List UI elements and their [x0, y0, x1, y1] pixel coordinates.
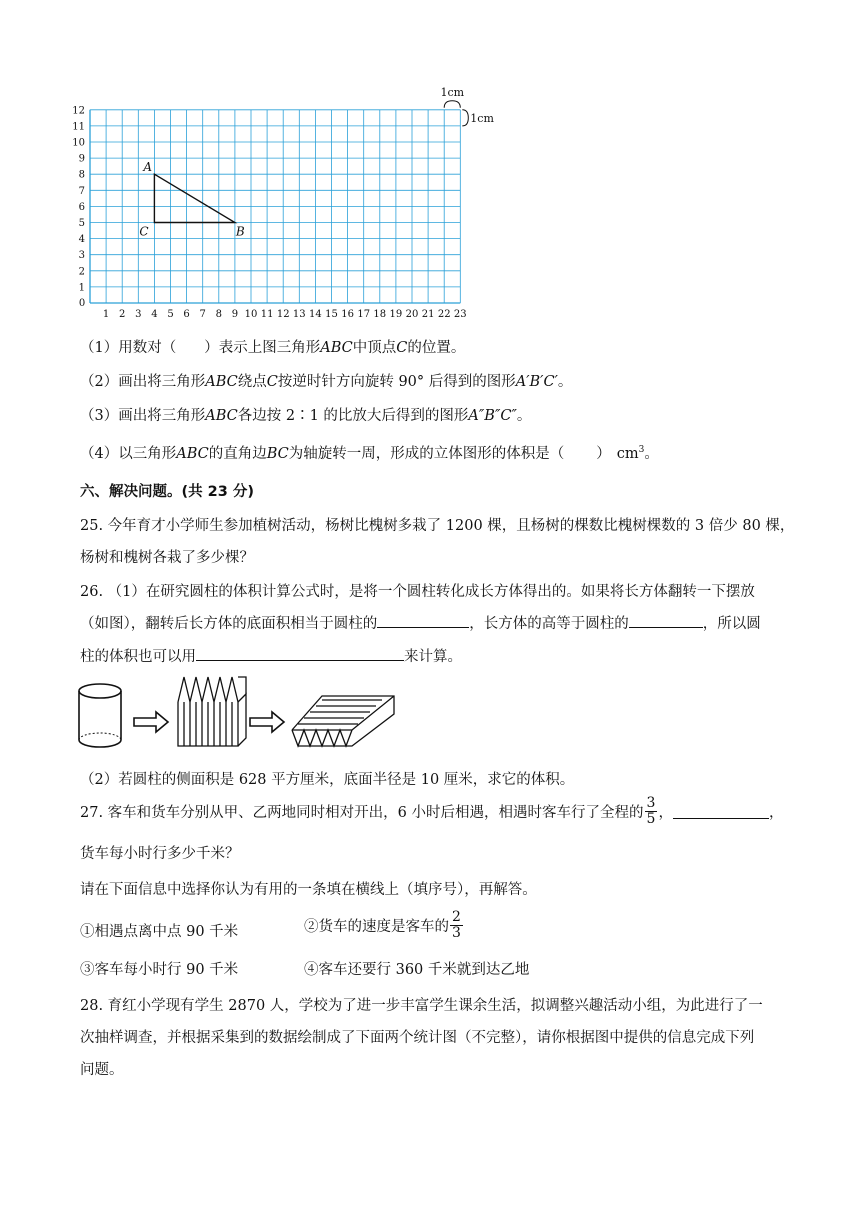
- q27-fraction: [645, 796, 658, 826]
- q24-part2-text-b: 绕点: [237, 374, 267, 390]
- q27-option-2-numerator: 2: [452, 909, 461, 925]
- y-tick-label: 6: [78, 201, 85, 213]
- q27-option-1: ①相遇点离中点 90 千米: [80, 924, 239, 940]
- x-tick-label: 23: [453, 309, 467, 320]
- x-tick-label: 17: [357, 309, 371, 320]
- q24-part2-triangle: ABC: [205, 374, 238, 390]
- q26-line3-text-b: 来计算。: [404, 649, 462, 665]
- q27-option-2-denominator: 3: [452, 924, 461, 941]
- y-tick-label: 1: [78, 282, 85, 294]
- q24-part4-text-d: ）: [596, 446, 611, 462]
- x-tick-label: 7: [199, 309, 206, 320]
- q24-part1-point: C: [396, 340, 408, 356]
- q24-part3-text-b: 各边按 2∶1 的比放大后得到的图形: [237, 408, 469, 424]
- triangle-abc: [154, 174, 235, 222]
- y-tick-label: 9: [78, 153, 85, 165]
- q24-part4-text-b: 的直角边: [208, 446, 267, 462]
- q27-line2: 货车每小时行多少千米？: [80, 846, 240, 862]
- q27-option-2-fraction: [450, 910, 463, 940]
- q24-part3-text-a: （3）画出将三角形: [80, 408, 206, 424]
- x-tick-label: 10: [244, 309, 258, 320]
- x-tick-label: 11: [260, 309, 274, 320]
- scale-label-side: 1cm: [470, 111, 494, 125]
- q24-part3-text-c: 。: [516, 408, 532, 424]
- x-tick-label: 13: [292, 309, 306, 320]
- scale-brace-side: [462, 110, 468, 126]
- q24-part1-text-b: ）表示上图三角形: [204, 340, 321, 356]
- q27-option-2-text: ②货车的速度是客车的: [304, 918, 449, 935]
- upright-cuboid-icon: [178, 677, 246, 746]
- q27-blank[interactable]: [673, 804, 769, 819]
- q24-part2-image: A′B′C′: [515, 374, 558, 390]
- arrow-right-icon: [134, 712, 168, 732]
- x-tick-label: 19: [389, 309, 403, 320]
- q24-part1-text-d: 的位置。: [407, 340, 466, 356]
- q25-line1: 25. 今年育才小学师生参加植树活动，杨树比槐树多栽了 1200 棵，且杨树的棵数比槐树棵数的 3 倍少 80 棵，: [80, 518, 795, 534]
- x-tick-label: 20: [405, 309, 419, 320]
- q26-line2-text-b: ，长方体的高等于圆柱的: [469, 616, 629, 632]
- x-tick-label: 21: [421, 309, 435, 320]
- q26-line2-text-c: ，所以圆: [702, 616, 761, 632]
- y-tick-label: 4: [78, 234, 85, 246]
- point-c-label: C: [139, 224, 149, 239]
- q24-part4-edge: BC: [266, 446, 289, 462]
- q28-line3: 问题。: [80, 1062, 124, 1078]
- y-tick-label: 3: [78, 250, 85, 262]
- y-tick-label: 12: [72, 105, 85, 117]
- q27-line1-text-c: ，: [768, 804, 784, 821]
- q26-blank-1[interactable]: [377, 613, 469, 628]
- scale-brace-top: [444, 101, 460, 108]
- coordinate-grid-figure: [60, 84, 510, 324]
- point-b-label: B: [235, 224, 245, 239]
- x-tick-label: 5: [167, 309, 174, 320]
- section-title: 六、解决问题。(共 23 分): [80, 484, 255, 500]
- q24-part4-text-c: 为轴旋转一周，形成的立体图形的体积是（: [288, 446, 565, 462]
- q24-part2-text-d: 。: [557, 374, 573, 390]
- y-tick-label: 5: [78, 218, 85, 229]
- q27-option-4: ④客车还要行 360 千米就到达乙地: [304, 962, 530, 978]
- x-tick-label: 18: [373, 309, 387, 320]
- q24-part2-text-c: 按逆时针方向旋转 90° 后得到的图形: [277, 374, 516, 390]
- flipped-cuboid-icon: [292, 696, 394, 746]
- y-tick-label: 8: [78, 169, 85, 181]
- x-tick-label: 4: [151, 309, 158, 320]
- q24-part3: [80, 404, 531, 425]
- q24-part4-text-e: 。: [644, 446, 659, 462]
- q24-part4-triangle: ABC: [176, 446, 209, 462]
- q26-blank-3[interactable]: [196, 646, 404, 661]
- q26-line2: [80, 612, 761, 633]
- q27-fraction-numerator: 3: [646, 795, 656, 811]
- q24-part1-triangle: ABC: [320, 340, 353, 356]
- q24-part2: [80, 370, 572, 391]
- point-a-label: A: [143, 160, 153, 175]
- x-tick-label: 12: [276, 309, 290, 320]
- q26-blank-2[interactable]: [629, 613, 703, 628]
- x-tick-label: 0: [78, 298, 86, 309]
- x-tick-label: 16: [341, 309, 354, 320]
- q26-line2-text-a: （如图），翻转后长方体的底面积相当于圆柱的: [80, 616, 378, 632]
- q28-line2: 次抽样调查，并根据采集到的数据绘制成了下面两个统计图（不完整），请你根据图中提供的信息完成下列: [80, 1030, 755, 1046]
- q24-part2-text-a: （2）画出将三角形: [80, 374, 206, 390]
- q26-line3: [80, 645, 462, 666]
- x-tick-label: 3: [135, 309, 142, 320]
- q24-part4-exp: 3: [638, 445, 645, 456]
- arrow-right-icon-2: [250, 712, 284, 732]
- x-tick-label: 14: [309, 309, 322, 320]
- q24-part1: [80, 336, 465, 357]
- q24-part3-image: A″B″C″: [468, 408, 517, 424]
- scale-label-top: 1cm: [440, 85, 465, 99]
- q27-fraction-denominator: 5: [646, 810, 656, 827]
- q24-part4-text-a: （4）以三角形: [80, 446, 177, 462]
- q27-instruction: 请在下面信息中选择你认为有用的一条填在横线上（填序号），再解答。: [80, 882, 537, 898]
- y-tick-label: 7: [78, 185, 85, 197]
- cylinder-icon: [79, 684, 121, 747]
- y-tick-label: 10: [72, 137, 85, 149]
- y-tick-label: 11: [72, 121, 85, 133]
- q24-part1-text-c: 中顶点: [352, 340, 397, 356]
- x-tick-label: 8: [215, 309, 222, 320]
- q24-part1-text-a: （1）用数对（: [80, 340, 177, 356]
- q27-line1-text-b: ，: [658, 804, 673, 821]
- q26-part2: （2）若圆柱的侧面积是 628 平方厘米，底面半径是 10 厘米，求它的体积。: [80, 772, 575, 788]
- q28-line1: 28. 育红小学现有学生 2870 人，学校为了进一步丰富学生课余生活，拟调整兴趣活动小组，为此进行了一: [80, 998, 763, 1014]
- q27-option-3: ③客车每小时行 90 千米: [80, 962, 239, 978]
- q27-option-2: [304, 910, 464, 940]
- q26-line3-text-a: 柱的体积也可以用: [80, 649, 196, 665]
- q24-part3-triangle: ABC: [205, 408, 238, 424]
- q24-part4-unit: cm: [616, 446, 639, 462]
- q24-part4: [80, 442, 659, 463]
- x-tick-label: 15: [325, 309, 338, 320]
- y-tick-label: 2: [78, 266, 85, 278]
- x-tick-label: 6: [183, 309, 190, 320]
- x-tick-label: 1: [102, 309, 110, 320]
- x-tick-label: 9: [231, 309, 239, 320]
- q25-line2: 杨树和槐树各栽了多少棵？: [80, 550, 254, 566]
- cylinder-transformation-figure: [76, 674, 416, 758]
- q27-line1-text-a: 27. 客车和货车分别从甲、乙两地同时相对开出，6 小时后相遇，相遇时客车行了全程的: [80, 804, 644, 821]
- q26-line1: 26. （1）在研究圆柱的体积计算公式时，是将一个圆柱转化成长方体得出的。如果将长方体翻转一下摆放: [80, 584, 755, 600]
- x-tick-label: 2: [119, 309, 126, 320]
- x-tick-label: 22: [437, 309, 451, 320]
- q24-part2-point: C: [266, 374, 278, 390]
- q27-line1: [80, 796, 783, 826]
